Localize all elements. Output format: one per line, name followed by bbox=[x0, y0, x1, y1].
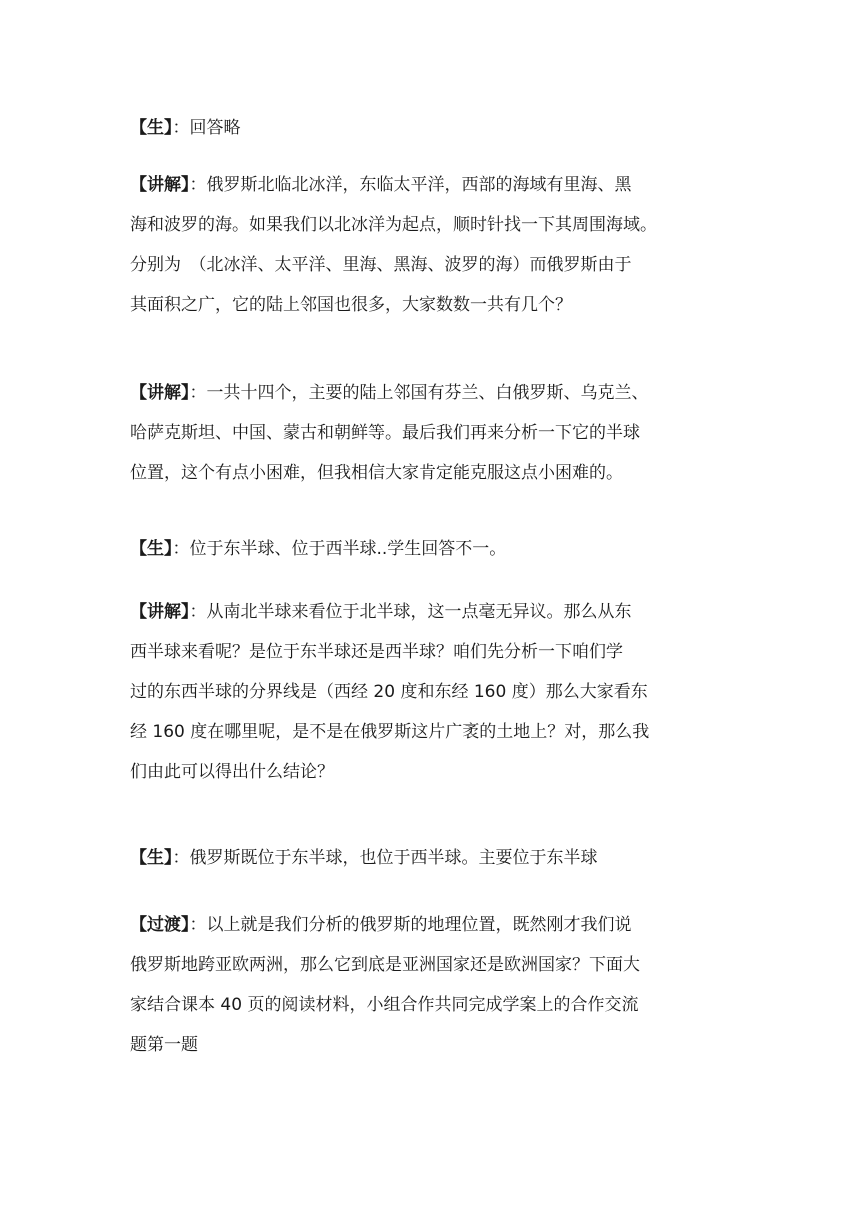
speaker-label: 【生】 bbox=[130, 848, 173, 868]
speaker-label: 【过渡】 bbox=[130, 915, 190, 935]
paragraph-text: ：俄罗斯北临北冰洋，东临太平洋，西部的海域有里海、黑 bbox=[189, 175, 632, 195]
speaker-label: 【讲解】 bbox=[130, 175, 190, 195]
paragraph-text: ：一共十四个，主要的陆上邻国有芬兰、白俄罗斯、乌克兰、 bbox=[189, 383, 649, 403]
paragraph-line: 经 160 度在哪里呢，是不是在俄罗斯这片广袤的土地上？对，那么我 bbox=[130, 722, 650, 742]
paragraph-explanation-2 bbox=[130, 373, 730, 493]
paragraph-text: ：位于东半球、位于西半球..学生回答不一。 bbox=[172, 539, 507, 559]
paragraph-line: 海和波罗的海。如果我们以北冰洋为起点，顺时针找一下其周围海域。 bbox=[130, 215, 657, 235]
paragraph-line bbox=[130, 838, 730, 878]
paragraph-line bbox=[130, 165, 730, 205]
speaker-label: 【讲解】 bbox=[130, 602, 190, 622]
paragraph-explanation-3 bbox=[130, 592, 730, 792]
speaker-label: 【生】 bbox=[130, 118, 173, 138]
paragraph-line bbox=[130, 108, 730, 148]
paragraph-student-3 bbox=[130, 838, 730, 878]
paragraph-line: 家结合课本 40 页的阅读材料，小组合作共同完成学案上的合作交流 bbox=[130, 995, 639, 1015]
paragraph-transition bbox=[130, 905, 730, 1065]
speaker-label: 【生】 bbox=[130, 539, 173, 559]
speaker-label: 【讲解】 bbox=[130, 383, 190, 403]
paragraph-student-1 bbox=[130, 108, 730, 148]
paragraph-line: 分别为 （北冰洋、太平洋、里海、黑海、波罗的海）而俄罗斯由于 bbox=[130, 255, 632, 275]
paragraph-text: ：从南北半球来看位于北半球，这一点毫无异议。那么从东 bbox=[189, 602, 632, 622]
paragraph-line bbox=[130, 905, 730, 945]
paragraph-line: 其面积之广，它的陆上邻国也很多，大家数数一共有几个？ bbox=[130, 295, 572, 315]
paragraph-line bbox=[130, 529, 730, 569]
paragraph-line bbox=[130, 592, 730, 632]
paragraph-student-2 bbox=[130, 529, 730, 569]
paragraph-line: 西半球来看呢？是位于东半球还是西半球？咱们先分析一下咱们学 bbox=[130, 642, 623, 662]
paragraph-line: 位置，这个有点小困难，但我相信大家肯定能克服这点小困难的。 bbox=[130, 463, 623, 483]
paragraph-line bbox=[130, 373, 730, 413]
paragraph-line: 们由此可以得出什么结论？ bbox=[130, 762, 334, 782]
paragraph-line: 哈萨克斯坦、中国、蒙古和朝鲜等。最后我们再来分析一下它的半球 bbox=[130, 423, 640, 443]
paragraph-text: ：俄罗斯既位于东半球，也位于西半球。主要位于东半球 bbox=[172, 848, 598, 868]
paragraph-line: 过的东西半球的分界线是（西经 20 度和东经 160 度）那么大家看东 bbox=[130, 682, 648, 702]
paragraph-explanation-1 bbox=[130, 165, 730, 325]
paragraph-text: ：以上就是我们分析的俄罗斯的地理位置，既然刚才我们说 bbox=[189, 915, 632, 935]
paragraph-line: 题第一题 bbox=[130, 1035, 198, 1055]
paragraph-line: 俄罗斯地跨亚欧两洲，那么它到底是亚洲国家还是欧洲国家？下面大 bbox=[130, 955, 640, 975]
paragraph-text: ：回答略 bbox=[172, 118, 241, 138]
